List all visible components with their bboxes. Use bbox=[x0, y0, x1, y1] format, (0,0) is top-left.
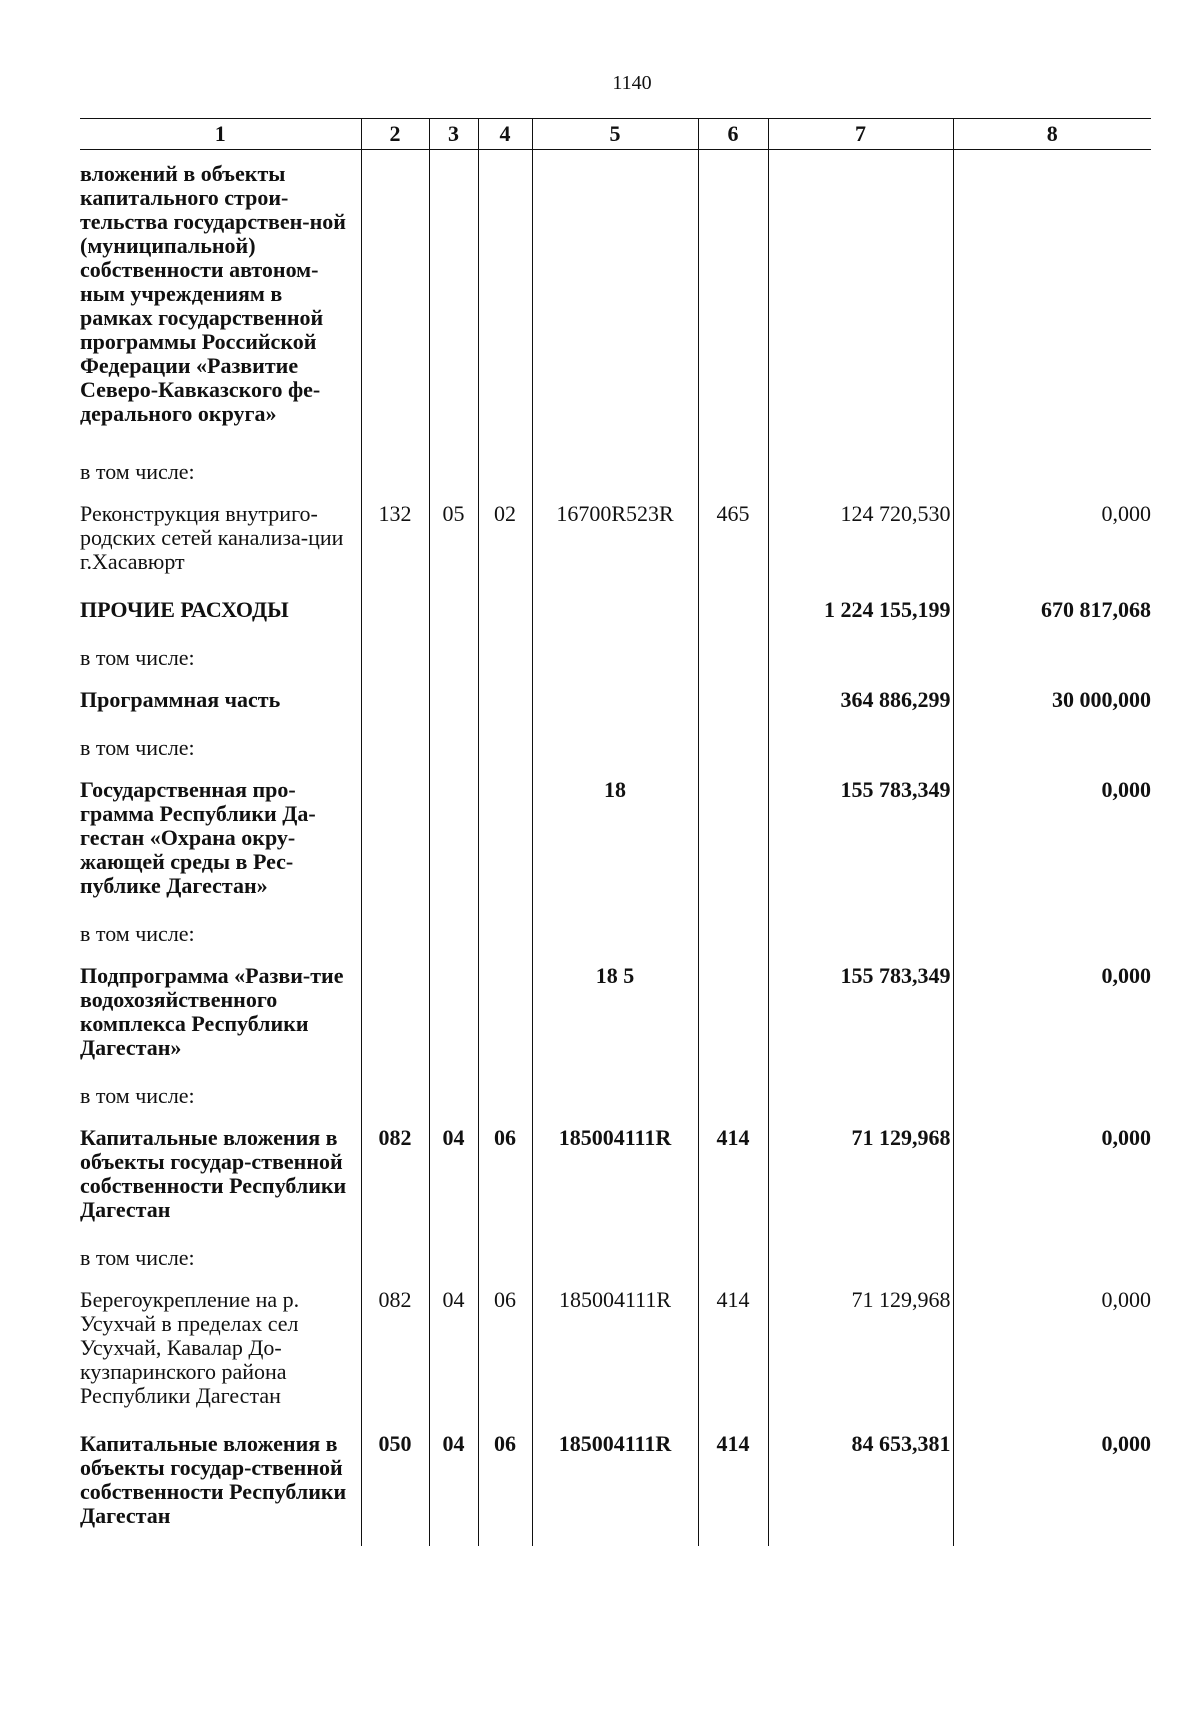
spacer-row bbox=[80, 486, 1151, 502]
table-row bbox=[80, 1126, 1151, 1230]
cell-col-7 bbox=[768, 150, 953, 435]
spacer-row bbox=[80, 1416, 1151, 1432]
cell-col-2: 082 bbox=[361, 1288, 429, 1416]
cell-col-2: 050 bbox=[361, 1432, 429, 1536]
item-name: в том числе: bbox=[80, 1084, 361, 1110]
spacer-row bbox=[80, 672, 1151, 688]
cell-col-5: 185004111R bbox=[532, 1288, 698, 1416]
cell-col-7: 124 720,530 bbox=[768, 502, 953, 582]
header-row bbox=[80, 119, 1151, 150]
cell-col-5 bbox=[532, 598, 698, 630]
cell-col-4 bbox=[478, 778, 532, 906]
item-name: ПРОЧИЕ РАСХОДЫ bbox=[80, 598, 361, 630]
cell-col-3: 04 bbox=[429, 1126, 478, 1230]
cell-col-2 bbox=[361, 598, 429, 630]
spacer-row bbox=[80, 1230, 1151, 1246]
item-name: в том числе: bbox=[80, 646, 361, 672]
cell-col-4 bbox=[478, 598, 532, 630]
cell-col-6: 414 bbox=[698, 1432, 768, 1536]
table-row-subtitle bbox=[80, 922, 1151, 948]
cell-col-5 bbox=[532, 150, 698, 435]
cell-col-5 bbox=[532, 688, 698, 720]
cell-col-2: 082 bbox=[361, 1126, 429, 1230]
cell-col-7: 155 783,349 bbox=[768, 964, 953, 1068]
table-row bbox=[80, 1288, 1151, 1416]
budget-table bbox=[80, 118, 1151, 1546]
cell-col-3 bbox=[429, 778, 478, 906]
header-col-6: 6 bbox=[698, 119, 768, 150]
spacer-row bbox=[80, 762, 1151, 778]
cell-col-7: 364 886,299 bbox=[768, 688, 953, 720]
cell-col-4: 06 bbox=[478, 1288, 532, 1416]
cell-col-3: 04 bbox=[429, 1432, 478, 1536]
spacer-row bbox=[80, 434, 1151, 460]
spacer-row bbox=[80, 720, 1151, 736]
item-name: Программная часть bbox=[80, 688, 361, 720]
header-col-5: 5 bbox=[532, 119, 698, 150]
cell-col-5: 185004111R bbox=[532, 1126, 698, 1230]
cell-col-5: 18 bbox=[532, 778, 698, 906]
cell-col-8: 0,000 bbox=[1101, 963, 1151, 988]
cell-col-6: 465 bbox=[698, 502, 768, 582]
spacer-row bbox=[80, 1272, 1151, 1288]
cell-col-8: 0,000 bbox=[1101, 777, 1151, 802]
spacer-row bbox=[80, 906, 1151, 922]
spacer-row bbox=[80, 1068, 1151, 1084]
cell-col-7: 71 129,968 bbox=[768, 1288, 953, 1416]
table-row-subtitle bbox=[80, 646, 1151, 672]
item-name: в том числе: bbox=[80, 922, 361, 948]
item-name: Подпрограмма «Разви-тие водохозяйственного комплекса Республики Дагестан» bbox=[80, 964, 361, 1068]
table-row-subtitle bbox=[80, 460, 1151, 486]
table-row bbox=[80, 598, 1151, 630]
cell-col-3 bbox=[429, 688, 478, 720]
cell-col-3: 04 bbox=[429, 1288, 478, 1416]
table-row bbox=[80, 688, 1151, 720]
cell-col-6: 414 bbox=[698, 1288, 768, 1416]
page-number: 1140 bbox=[612, 72, 652, 94]
cell-col-6 bbox=[698, 150, 768, 435]
item-name: Капитальные вложения в объекты государ-ственной собственности Республики Дагестан bbox=[80, 1432, 361, 1536]
table-row bbox=[80, 150, 1151, 435]
budget-table-container bbox=[80, 118, 1151, 1546]
cell-col-5: 185004111R bbox=[532, 1432, 698, 1536]
cell-col-6 bbox=[698, 964, 768, 1068]
cell-col-2: 132 bbox=[361, 502, 429, 582]
cell-col-2 bbox=[361, 778, 429, 906]
item-name: в том числе: bbox=[80, 460, 361, 486]
spacer-row bbox=[80, 1110, 1151, 1126]
cell-col-2 bbox=[361, 150, 429, 435]
cell-col-4 bbox=[478, 150, 532, 435]
header-col-7: 7 bbox=[768, 119, 953, 150]
table-body bbox=[80, 150, 1151, 1547]
item-name: в том числе: bbox=[80, 1246, 361, 1272]
item-name: Государственная про-грамма Республики Да-гестан «Охрана окру-жающей среды в Рес-публике Дагестан» bbox=[80, 778, 361, 906]
table-row-subtitle bbox=[80, 1246, 1151, 1272]
cell-col-7: 1 224 155,199 bbox=[768, 598, 953, 630]
table-row bbox=[80, 1432, 1151, 1536]
table-row-subtitle bbox=[80, 1084, 1151, 1110]
cell-col-4 bbox=[478, 688, 532, 720]
cell-col-6 bbox=[698, 778, 768, 906]
cell-col-8: 0,000 bbox=[1101, 501, 1151, 526]
spacer-row bbox=[80, 948, 1151, 964]
table-row bbox=[80, 778, 1151, 906]
cell-col-3: 05 bbox=[429, 502, 478, 582]
cell-col-4: 06 bbox=[478, 1432, 532, 1536]
cell-col-5: 16700R523R bbox=[532, 502, 698, 582]
cell-col-2 bbox=[361, 964, 429, 1068]
item-name: Реконструкция внутриго-родских сетей канализа-ции г.Хасавюрт bbox=[80, 502, 361, 582]
header-col-8: 8 bbox=[953, 119, 1151, 150]
header-col-1: 1 bbox=[80, 119, 361, 150]
item-name: Берегоукрепление на р. Усухчай в пределах сел Усухчай, Кавалар До-кузпаринского района Республики Дагестан bbox=[80, 1288, 361, 1416]
item-name: вложений в объекты капитального строи-тельства государствен-ной (муниципальной) собственности автоном-ным учреждениям в рамках государственной программы Российской Федерации «Развитие Северо-Кавказского фе-дерального округа» bbox=[80, 150, 361, 435]
table-row-subtitle bbox=[80, 736, 1151, 762]
cell-col-6 bbox=[698, 688, 768, 720]
table-row bbox=[80, 964, 1151, 1068]
cell-col-6: 414 bbox=[698, 1126, 768, 1230]
cell-col-6 bbox=[698, 598, 768, 630]
cell-col-8: 0,000 bbox=[1101, 1287, 1151, 1312]
cell-col-7: 71 129,968 bbox=[768, 1126, 953, 1230]
cell-col-3 bbox=[429, 964, 478, 1068]
cell-col-7: 84 653,381 bbox=[768, 1432, 953, 1536]
header-col-2: 2 bbox=[361, 119, 429, 150]
cell-col-4: 06 bbox=[478, 1126, 532, 1230]
cell-col-3 bbox=[429, 150, 478, 435]
cell-col-5: 18 5 bbox=[532, 964, 698, 1068]
spacer-row bbox=[80, 582, 1151, 598]
item-name: в том числе: bbox=[80, 736, 361, 762]
spacer-row bbox=[80, 630, 1151, 646]
spacer-row bbox=[80, 1536, 1151, 1546]
cell-col-4: 02 bbox=[478, 502, 532, 582]
cell-col-7: 155 783,349 bbox=[768, 778, 953, 906]
cell-col-3 bbox=[429, 598, 478, 630]
cell-col-8: 0,000 bbox=[1101, 1431, 1151, 1456]
item-name: Капитальные вложения в объекты государ-ственной собственности Республики Дагестан bbox=[80, 1126, 361, 1230]
header-col-4: 4 bbox=[478, 119, 532, 150]
header-col-3: 3 bbox=[429, 119, 478, 150]
cell-col-2 bbox=[361, 688, 429, 720]
cell-col-4 bbox=[478, 964, 532, 1068]
cell-col-8: 30 000,000 bbox=[1052, 687, 1151, 712]
cell-col-8 bbox=[953, 150, 1151, 435]
table-row bbox=[80, 502, 1151, 582]
cell-col-8: 0,000 bbox=[1101, 1125, 1151, 1150]
cell-col-8: 670 817,068 bbox=[1041, 597, 1151, 622]
